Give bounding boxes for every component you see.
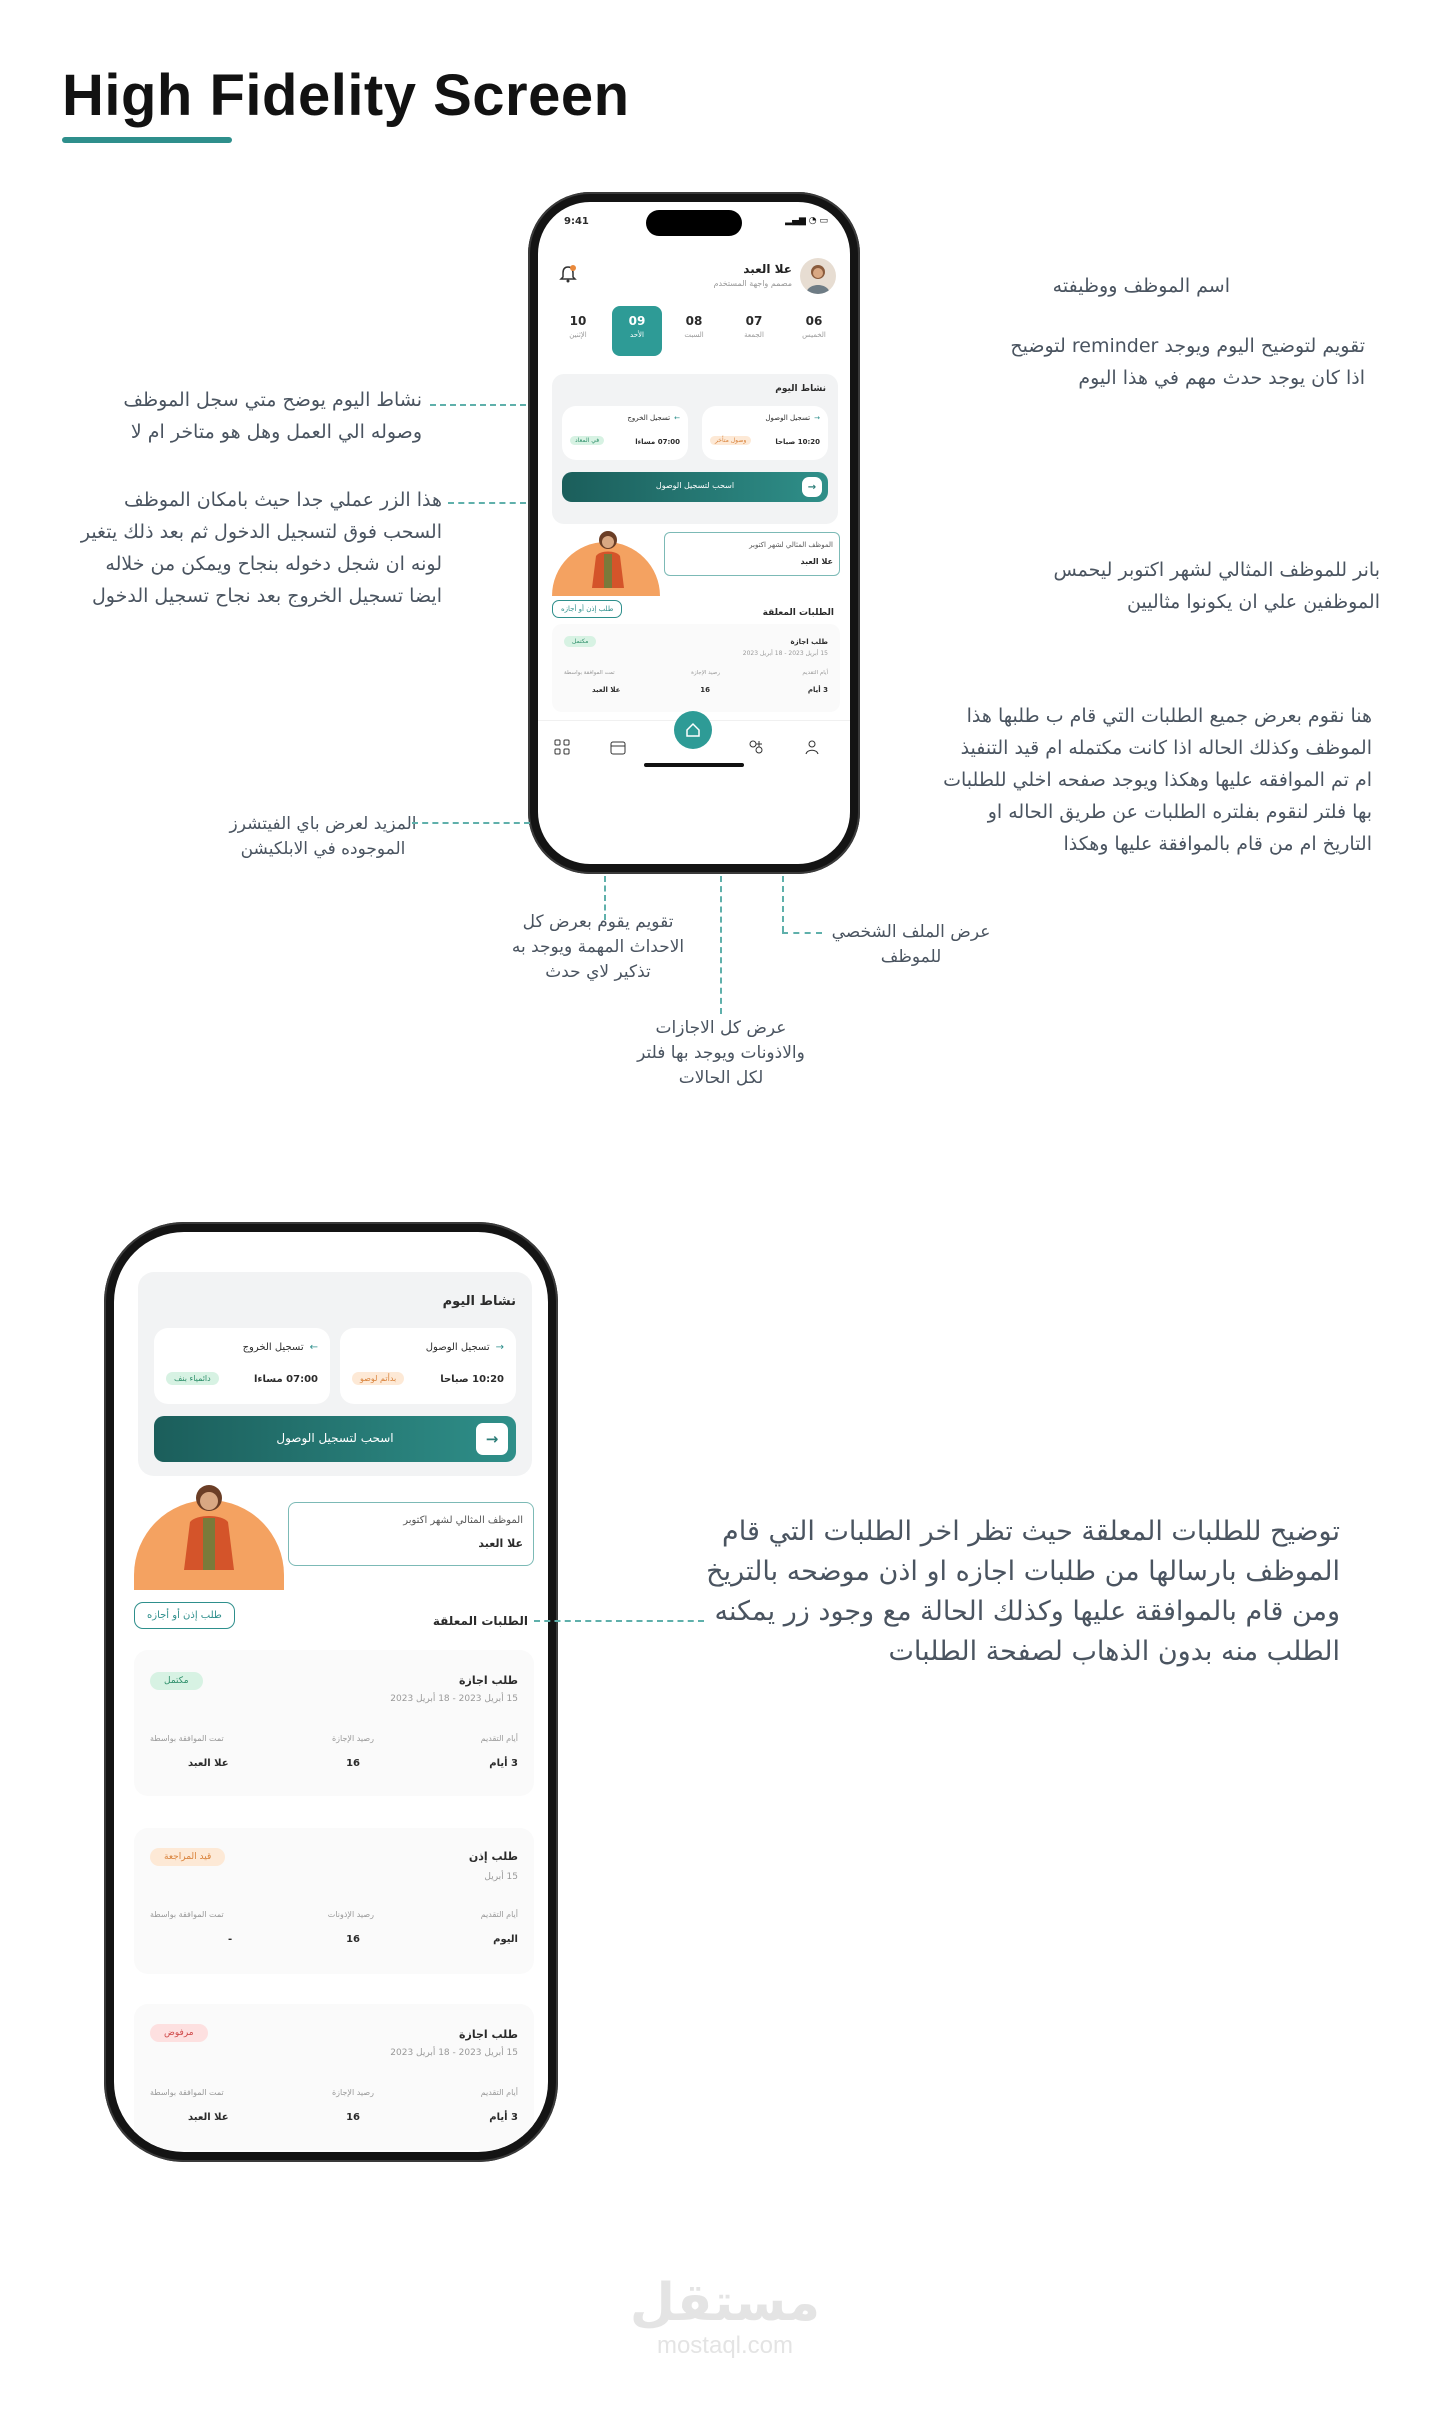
today-activity-panel bbox=[138, 1272, 532, 1476]
employee-of-month-banner bbox=[134, 1480, 534, 1590]
user-name: علا العبد bbox=[743, 262, 792, 276]
swipe-arrow-icon[interactable]: → bbox=[476, 1423, 508, 1455]
note-requests: هنا نقوم بعرض جميع الطلبات التي قام ب طلبها هذا الموظف وكذلك الحاله اذا كانت مكتمله ام قيد التنفيذ ام تم الموافقه عليها وهكذا ويوجد صفحه اخلي للطلبات بها فلتر لنقوم بفلتره الطلبات عن طريق الحاله او التاريخ ام من قام بالموافقة عليها وهكذا bbox=[943, 705, 1372, 855]
leaves-icon[interactable] bbox=[748, 739, 764, 755]
checkin-card: → تسجيل الوصول 10:20 صباحا بدأتم لوصو bbox=[340, 1328, 516, 1404]
activity-title: نشاط اليوم bbox=[442, 1294, 516, 1309]
note-calendar-events: تقويم يقوم بعرض كل الاحداث المهمة ويوجد به تذكير لاي حدث bbox=[511, 912, 685, 982]
banner-name: علا العبد bbox=[478, 1537, 523, 1550]
checkin-icon: → bbox=[495, 1342, 504, 1353]
status-badge: مكتمل bbox=[150, 1672, 203, 1690]
connector bbox=[412, 822, 530, 824]
calendar-day[interactable]: 08 السبت bbox=[684, 314, 704, 339]
request-permission-button[interactable]: طلب إذن أو أجازه bbox=[134, 1602, 235, 1629]
banner-card bbox=[288, 1502, 534, 1566]
avatar[interactable] bbox=[800, 258, 836, 294]
pending-title: الطلبات المعلقة bbox=[432, 1614, 528, 1628]
banner-subtitle: الموظف المثالي لشهر اكتوبر bbox=[749, 541, 833, 549]
request-card[interactable]: طلب إذن 15 أبريل قيد المراجعة أيام التقديم رصيد الإذونات تمت الموافقة بواسطة اليوم 16 - bbox=[134, 1828, 534, 1974]
request-card[interactable]: طلب اجازة 15 أبريل 2023 - 18 أبريل 2023 مكتمل أيام التقديم رصيد الإجازة تمت الموافقة بواسطة 3 أيام 16 علا العبد bbox=[552, 624, 840, 712]
banner-name: علا العبد bbox=[800, 557, 833, 566]
checkout-icon: ← bbox=[674, 414, 680, 422]
calendar-day-selected[interactable]: 09 الأحد bbox=[612, 306, 662, 356]
checkin-icon: → bbox=[814, 414, 820, 422]
dynamic-island bbox=[646, 210, 742, 236]
request-card[interactable]: طلب اجازة 15 أبريل 2023 - 18 أبريل 2023 مرفوض أيام التقديم رصيد الإجازة تمت الموافقة بواسطة 3 أيام 16 علا العبد bbox=[134, 2004, 534, 2150]
checkout-icon: ← bbox=[309, 1342, 318, 1353]
checkout-card: ← تسجيل الخروج 07:00 مساءا في المعاد bbox=[562, 406, 688, 460]
today-activity-panel bbox=[552, 374, 838, 524]
calendar-day[interactable]: 06 الخميس bbox=[802, 314, 826, 339]
checkin-card: → تسجيل الوصول 10:20 صباحا وصول متأخر bbox=[702, 406, 828, 460]
status-badge: في المعاد bbox=[570, 436, 604, 445]
page-title: High Fidelity Screen bbox=[62, 63, 630, 128]
status-badge: وصول متأخر bbox=[710, 436, 751, 445]
home-icon[interactable] bbox=[674, 711, 712, 749]
connector bbox=[430, 404, 526, 406]
phone-screen-home bbox=[538, 202, 850, 864]
pending-title: الطلبات المعلقة bbox=[762, 608, 834, 618]
note-profile: عرض الملف الشخصي للموظف bbox=[831, 922, 991, 967]
status-time: 9:41 bbox=[564, 216, 589, 227]
phone-screen-pending bbox=[114, 1232, 548, 2152]
user-role: مصمم واجهة المستخدم bbox=[713, 279, 792, 288]
connector bbox=[782, 932, 822, 934]
connector bbox=[448, 502, 526, 504]
swipe-arrow-icon[interactable]: → bbox=[802, 477, 822, 497]
connector bbox=[720, 876, 722, 1014]
watermark-brand: مستقل bbox=[629, 2273, 821, 2333]
status-badge: بدأتم لوصو bbox=[352, 1372, 404, 1385]
connector bbox=[782, 876, 784, 932]
home-indicator bbox=[644, 763, 744, 767]
phone-mockup-home bbox=[528, 192, 860, 874]
profile-icon[interactable] bbox=[804, 739, 820, 755]
swipe-label: اسحب لتسجيل الوصول bbox=[655, 481, 735, 490]
request-card[interactable]: طلب اجازة 15 أبريل 2023 - 18 أبريل 2023 مكتمل أيام التقديم رصيد الإجازة تمت الموافقة بواسطة 3 أيام 16 علا العبد bbox=[134, 1650, 534, 1796]
note-leaves: عرض كل الاجازات والاذونات ويوجد بها فلتر لكل الحالات bbox=[637, 1018, 805, 1088]
status-badge: قيد المراجعة bbox=[150, 1848, 225, 1866]
status-badge: دائمياء بنف bbox=[166, 1372, 219, 1385]
employee-of-month-banner bbox=[550, 528, 840, 588]
banner-card bbox=[664, 532, 840, 576]
watermark-domain: mostaql.com bbox=[656, 2332, 794, 2359]
status-badge: مرفوض bbox=[150, 2024, 208, 2042]
calendar-icon[interactable] bbox=[610, 739, 626, 755]
note-banner: بانر للموظف المثالي لشهر اكتوبر ليحمس الموظفين علي ان يكونوا مثاليين bbox=[1053, 559, 1380, 613]
note-calendar-reminder: تقويم لتوضيح اليوم ويوجد reminder لتوضيح اذا كان يوجد حدث مهم في هذا اليوم bbox=[1010, 335, 1365, 389]
notification-bell-icon[interactable] bbox=[558, 264, 578, 284]
phone-mockup-pending bbox=[104, 1222, 558, 2162]
activity-title: نشاط اليوم bbox=[775, 384, 826, 394]
swipe-checkin-slider[interactable] bbox=[154, 1416, 516, 1462]
status-badge: مكتمل bbox=[564, 636, 596, 647]
swipe-label: اسحب لتسجيل الوصول bbox=[276, 1431, 394, 1445]
calendar-day[interactable]: 10 الإثنين bbox=[569, 314, 587, 339]
banner-person bbox=[166, 1480, 252, 1570]
banner-subtitle: الموظف المثالي لشهر اكتوبر bbox=[403, 1515, 523, 1526]
note-pending-explain: توضيح للطلبات المعلقة حيث تظر اخر الطلبات التي قام الموظف بارسالها من طلبات اجازه او اذن موضحه بالتريخ ومن قام بالموافقة عليها وكذلك الحالة مع وجود زر يمكنه الطلب منه بدون الذهاب لصفحة الطلبات bbox=[706, 1516, 1340, 1667]
swipe-checkin-slider[interactable] bbox=[562, 472, 828, 502]
connector bbox=[534, 1620, 704, 1622]
note-today-activity: نشاط اليوم يوضح متي سجل الموظف وصوله الي العمل وهل هو متاخر ام لا bbox=[123, 389, 422, 443]
note-swipe-button: هذا الزر عملي جدا حيث بامكان الموظف السحب فوق لتسجيل الدخول ثم بعد ذلك يتغير لونه ان شجل دخوله بنجاح ويمكن من خلاله ايضا تسجيل الخروج بعد نجاح تسجيل الدخول bbox=[80, 489, 442, 607]
checkout-card: ← تسجيل الخروج 07:00 مساءا دائمياء بنف bbox=[154, 1328, 330, 1404]
watermark-logo bbox=[620, 2274, 830, 2360]
calendar-day[interactable]: 07 الجمعة bbox=[744, 314, 764, 339]
title-underline bbox=[62, 137, 232, 143]
note-employee-name: اسم الموظف ووظيفته bbox=[1052, 275, 1230, 297]
user-info bbox=[714, 262, 792, 288]
bottom-nav bbox=[538, 720, 850, 776]
request-permission-button[interactable]: طلب إذن أو أجازه bbox=[552, 600, 622, 618]
calendar-strip bbox=[550, 306, 838, 356]
banner-person bbox=[580, 528, 636, 588]
note-more: المزيد لعرض باي الفيتشرز الموجوده في الابلكيشن bbox=[229, 814, 417, 859]
grid-more-icon[interactable] bbox=[554, 739, 570, 755]
status-icons: ▂▄▆ ◔ ▭ bbox=[785, 216, 828, 226]
